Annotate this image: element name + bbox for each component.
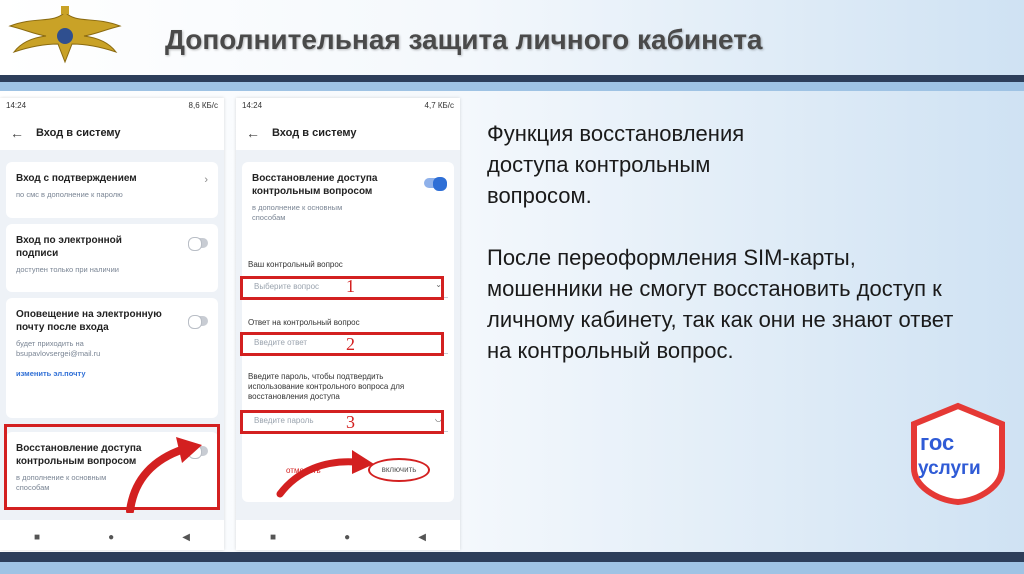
chevron-right-icon: › — [204, 174, 208, 186]
phone-screenshot-left — [0, 98, 224, 550]
page-title: Дополнительная защита личного кабинета — [165, 24, 763, 55]
toggle-switch[interactable] — [188, 238, 208, 248]
android-nav-bar — [236, 524, 460, 550]
app-bar — [236, 120, 460, 146]
status-speed: 8,6 КБ/с — [188, 101, 218, 110]
app-bar — [0, 120, 224, 146]
chevron-down-icon: ⌄ — [435, 280, 442, 289]
logo-line-2: услуги — [918, 458, 981, 479]
enable-button[interactable]: включить — [368, 458, 430, 482]
password-placeholder: Введите пароль — [254, 416, 314, 425]
card-title: Восстановление доступа контрольным вопросом — [16, 443, 142, 467]
highlight-frame-1 — [240, 276, 444, 300]
back-triangle-icon[interactable]: ◀ — [182, 531, 190, 543]
red-arrow-icon — [276, 448, 376, 498]
back-triangle-icon[interactable]: ◀ — [418, 531, 426, 543]
back-arrow-icon[interactable]: ← — [246, 125, 260, 141]
card-subtitle: по смс в дополнение к паролю — [16, 190, 123, 199]
status-time: 14:24 — [6, 101, 27, 110]
step-number-3: 3 — [346, 412, 355, 432]
footer-rule-dark — [0, 552, 1024, 562]
phone-screenshot-right — [236, 98, 460, 550]
cancel-button[interactable]: отменить — [286, 466, 321, 475]
card-subtitle: будет приходить на bsupavlovsergei@mail.ru — [16, 339, 101, 358]
red-arrow-icon — [120, 433, 210, 513]
status-speed: 4,7 КБ/с — [424, 101, 454, 110]
header-rule-light — [0, 82, 1024, 91]
card-subtitle: в дополнение к основным способам — [16, 473, 107, 492]
description-text — [487, 118, 977, 397]
eagle-emblem-icon — [6, 4, 124, 70]
android-nav-bar — [0, 524, 224, 550]
card-title: Вход с подтверждением — [16, 173, 137, 184]
description-paragraph-2: После переоформления SIM-карты, мошенники не смогут восстановить доступ к личному кабинету, так как они не знают ответ на контрольный вопрос. — [487, 245, 954, 363]
header-rule-dark — [0, 75, 1024, 82]
step-number-1: 1 — [346, 276, 355, 296]
app-bar-title: Вход в систему — [272, 127, 357, 139]
card-login-confirmation[interactable] — [6, 162, 218, 218]
highlight-frame-2 — [240, 332, 444, 356]
answer-label: Ответ на контрольный вопрос — [248, 318, 360, 327]
question-label: Ваш контрольный вопрос — [248, 260, 343, 269]
home-icon[interactable]: ● — [108, 531, 115, 543]
card-subtitle: в дополнение к основным способам — [252, 203, 343, 222]
card-email-notification[interactable] — [6, 298, 218, 418]
step-number-2: 2 — [346, 334, 355, 354]
home-icon[interactable]: ● — [344, 531, 351, 543]
question-placeholder: Выберите вопрос — [254, 282, 320, 291]
description-paragraph-1: Функция восстановления доступа контрольным вопросом. — [487, 121, 745, 208]
gosuslugi-logo-icon — [906, 402, 1010, 506]
password-label: Введите пароль, чтобы подтвердить использование контрольного вопроса для восстановления доступа — [248, 372, 405, 401]
card-title: Оповещение на электронную почту после входа — [16, 309, 162, 333]
footer-rule-light — [0, 562, 1024, 574]
highlight-frame-3 — [240, 410, 444, 434]
card-subtitle: доступен только при наличии — [16, 265, 119, 274]
eye-hidden-icon[interactable]: ◡ — [435, 414, 442, 423]
app-bar-title: Вход в систему — [36, 127, 121, 139]
header — [0, 0, 1024, 76]
back-arrow-icon[interactable]: ← — [10, 125, 24, 141]
change-email-link[interactable]: изменить эл.почту — [16, 369, 86, 378]
recent-apps-icon[interactable]: ■ — [270, 531, 277, 543]
status-bar — [236, 98, 460, 114]
status-bar — [0, 98, 224, 114]
card-electronic-signature[interactable] — [6, 224, 218, 292]
card-title: Вход по электронной подписи — [16, 235, 122, 259]
toggle-switch[interactable] — [188, 316, 208, 326]
card-title: Восстановление доступа контрольным вопросом — [252, 173, 378, 197]
status-time: 14:24 — [242, 101, 263, 110]
recent-apps-icon[interactable]: ■ — [34, 531, 41, 543]
toggle-switch-on[interactable] — [424, 178, 444, 188]
answer-placeholder: Введите ответ — [254, 338, 308, 347]
logo-line-1: гос — [920, 430, 955, 455]
